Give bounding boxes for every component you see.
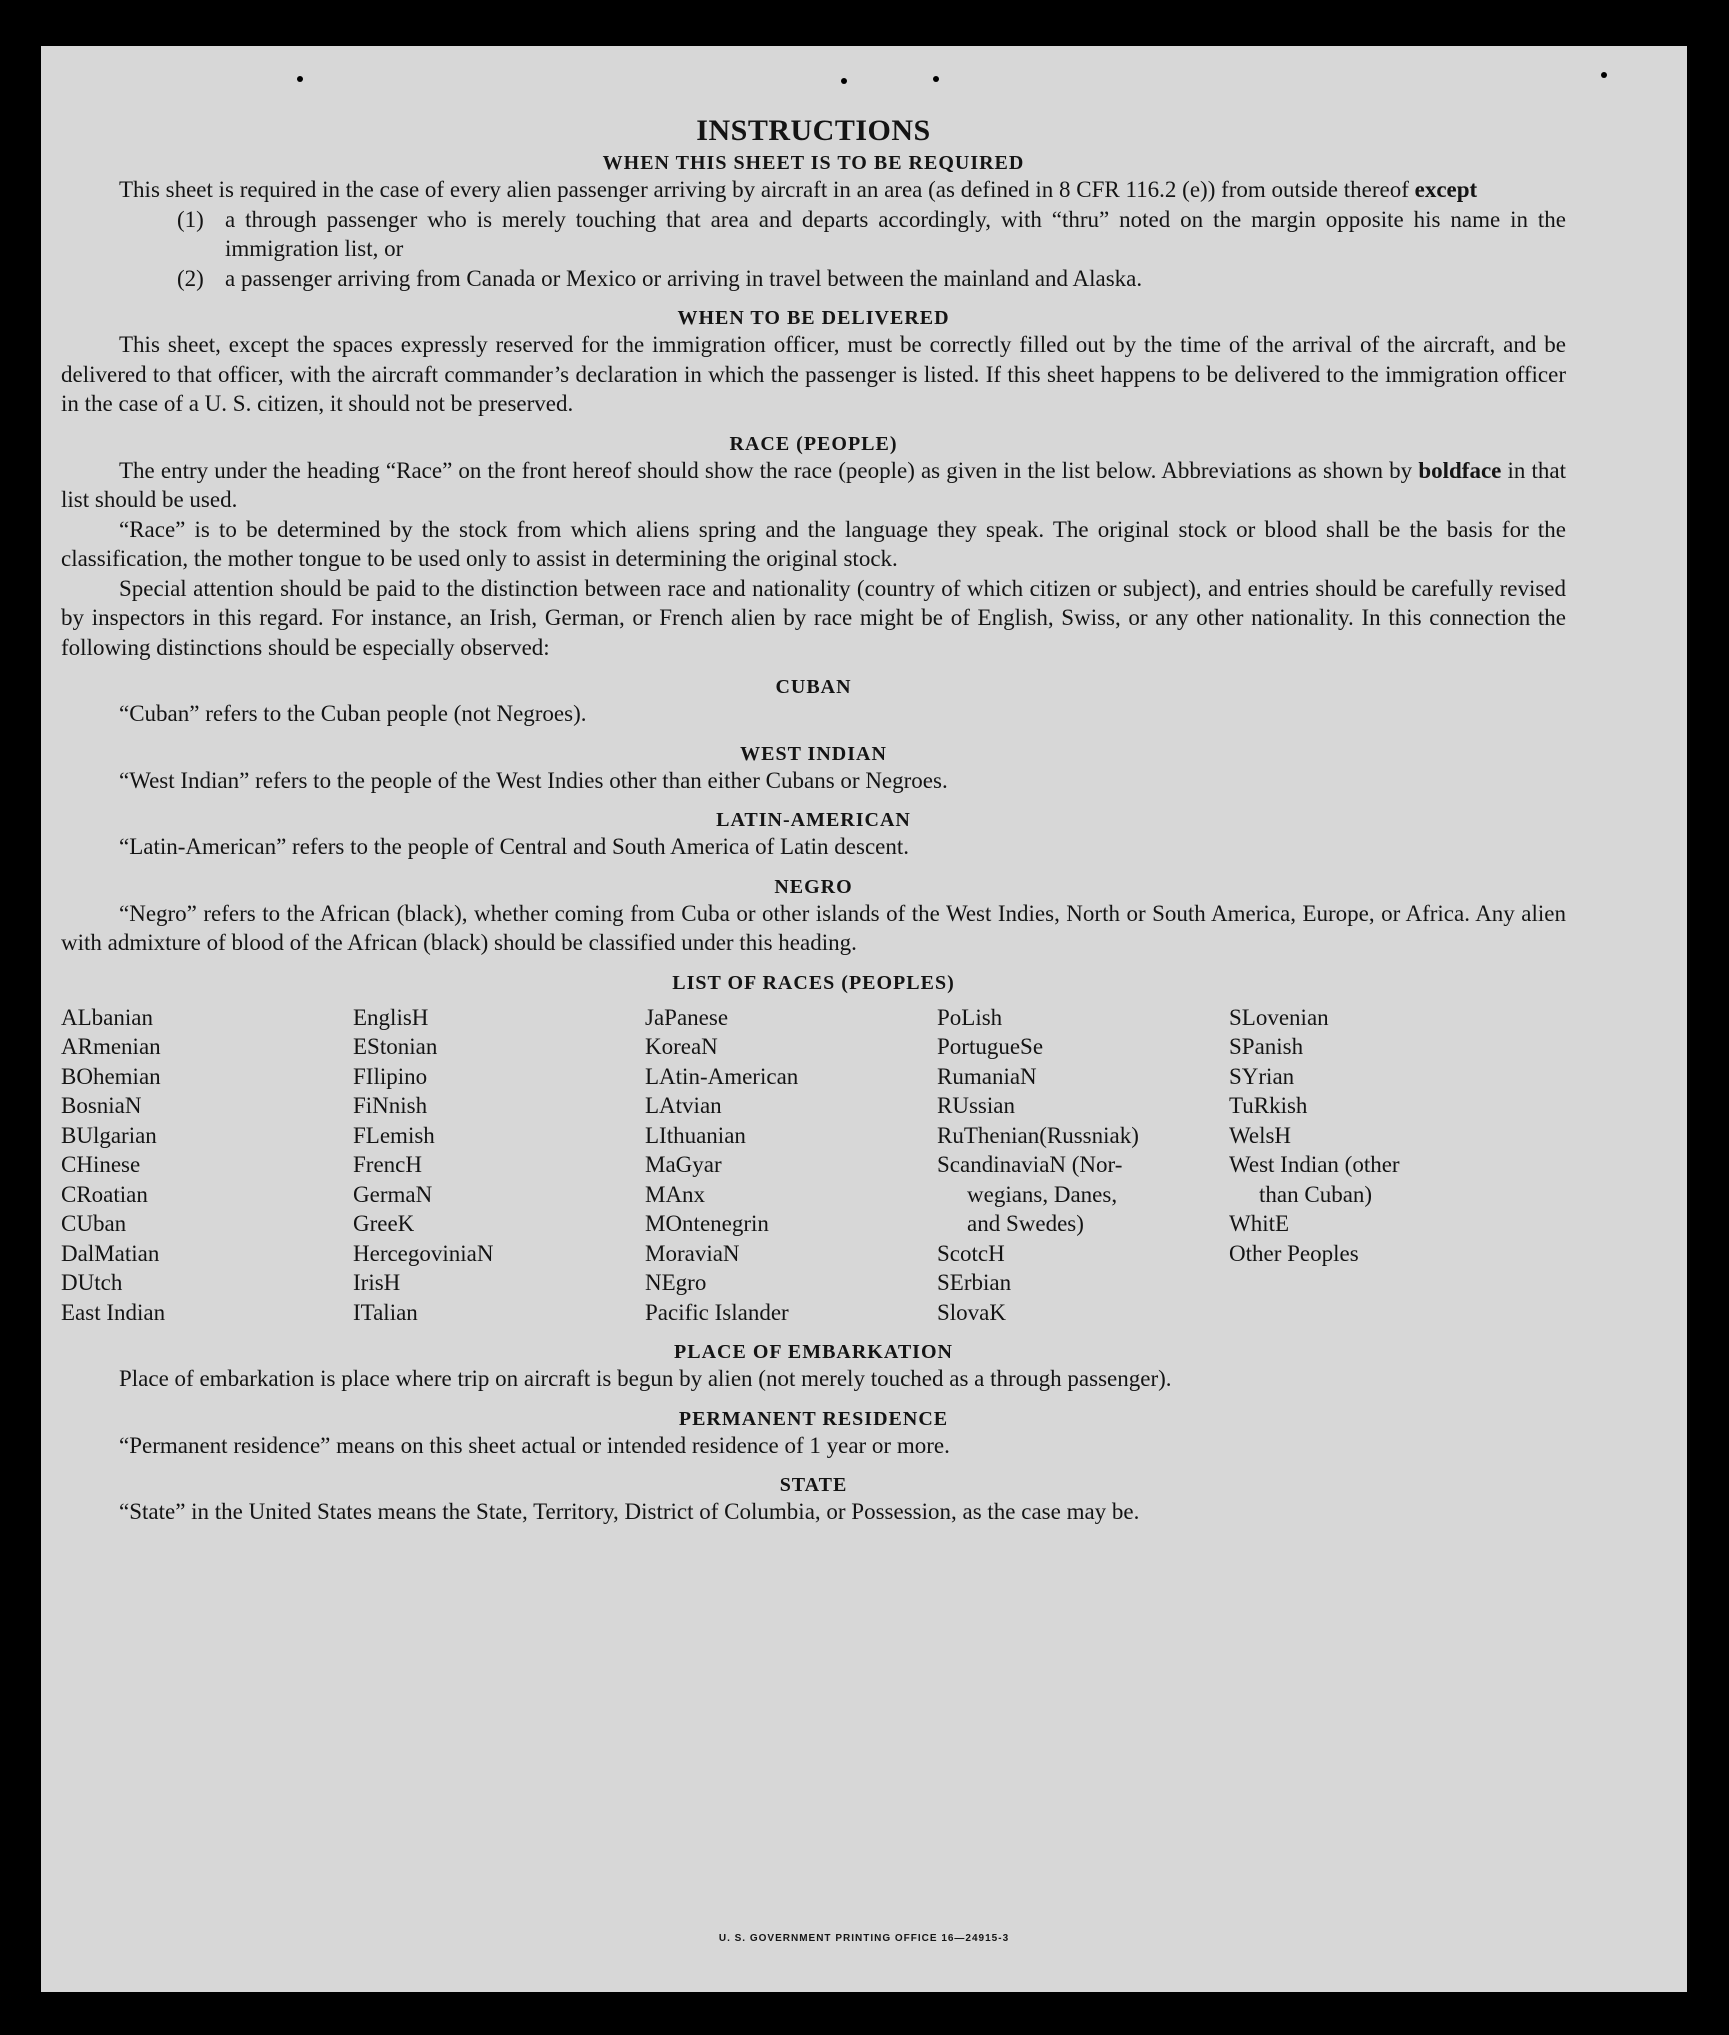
races-column-5 xyxy=(1229,1003,1521,1328)
race-item: MoraviaN xyxy=(645,1240,740,1266)
race-item: SLovenian xyxy=(1229,1004,1329,1030)
race-item: Other Peoples xyxy=(1229,1240,1359,1266)
race-item: NEgro xyxy=(645,1270,707,1295)
race-item: ScotcH xyxy=(937,1240,1005,1266)
race-paragraph-2: “Race” is to be determined by the stock from which aliens spring and the language they speak. The original stock or blood shall be the basis for the classification, the mother tongue to be used only to assist in determining the original stock. xyxy=(61,516,1566,571)
race-paragraph-3: Special attention should be paid to the distinction between race and nationality (country of which citizen or subject), and entries should be carefully revised by inspectors in this regard. For instance, an Irish, German, or French alien by race might be of English, Swiss, or any other nationality. In this connection the following distinctions should be especially observed: xyxy=(61,575,1566,660)
race-item: BosniaN xyxy=(61,1093,142,1118)
exception-item: (1) a through passenger who is merely touching that area and departs accordingly, with “thru” noted on the margin opposite his name in the immigration list, or xyxy=(177,206,1566,261)
heading-latin-american: LATIN-AMERICAN xyxy=(716,809,911,831)
race-item: FrencH xyxy=(353,1152,422,1177)
when-delivered-text: This sheet, except the spaces expressly reserved for the immigration officer, must be correctly filled out by the time of the arrival of the aircraft, and be delivered to that officer, with the aircraft commander’s declaration in which the passenger is listed. If this sheet happens to be delivered to the immigration officer in the case of a U. S. citizen, it should not be preserved. xyxy=(61,332,1566,416)
state-text: “State” in the United States means the State, Territory, District of Columbia, or Possession, as the case may be. xyxy=(119,1499,1140,1524)
races-list xyxy=(61,1003,1566,1328)
race-item: MAnx xyxy=(645,1181,706,1207)
race-item: DUtch xyxy=(61,1270,123,1295)
race-item: ALbanian xyxy=(61,1004,153,1030)
race-item: PoLish xyxy=(937,1004,1003,1030)
exception-item: (2) a passenger arriving from Canada or Mexico or arriving in travel between the mainland and Alaska. xyxy=(177,265,1143,291)
heading-race: RACE (PEOPLE) xyxy=(729,432,898,455)
document-sheet xyxy=(41,46,1687,1992)
negro-text: “Negro” refers to the African (black), whether coming from Cuba or other islands of the West Indies, North or South America, Europe, or Africa. Any alien with admixture of blood of the African (black) should be classified under this heading. xyxy=(61,900,1566,955)
heading-list-of-races: LIST OF RACES (PEOPLES) xyxy=(672,971,955,994)
race-item: MaGyar xyxy=(645,1152,722,1177)
heading-when-required: WHEN THIS SHEET IS TO BE REQUIRED xyxy=(602,152,1025,174)
race-item: WhitE xyxy=(1229,1211,1290,1236)
races-column-1 xyxy=(61,1003,353,1328)
speck xyxy=(841,78,847,84)
race-item: RUssian xyxy=(937,1093,1015,1118)
race-item: EnglisH xyxy=(353,1004,429,1030)
race-item-scandinavian: ScandinaviaN (Nor- wegians, Danes, and Swedes) xyxy=(937,1152,1123,1236)
residence-text: “Permanent residence” means on this sheet actual or intended residence of 1 year or more. xyxy=(119,1432,950,1458)
race-item: KoreaN xyxy=(645,1034,718,1059)
race-paragraph-1: The entry under the heading “Race” on the front hereof should show the race (people) as given in the list below. Abbreviations as shown by boldface in that list should be used. xyxy=(61,457,1567,512)
latin-american-text: “Latin-American” refers to the people of Central and South America of Latin descent. xyxy=(119,834,909,859)
speck xyxy=(297,76,303,82)
race-item: LAtin-American xyxy=(645,1063,799,1089)
race-item: ITalian xyxy=(353,1299,418,1325)
printing-office-footer: U. S. GOVERNMENT PRINTING OFFICE 16—24915-3 xyxy=(718,1933,1010,1944)
race-item: WelsH xyxy=(1229,1122,1292,1148)
west-indian-text: “West Indian” refers to the people of the West Indies other than either Cubans or Negroes. xyxy=(119,767,948,793)
embarkation-text: Place of embarkation is place where trip on aircraft is begun by alien (not merely touched as a through passenger). xyxy=(119,1366,1172,1391)
race-item: BOhemian xyxy=(61,1063,161,1089)
race-item: GreeK xyxy=(353,1211,415,1236)
cuban-text: “Cuban” refers to the Cuban people (not Negroes). xyxy=(119,701,587,726)
instructions-content xyxy=(61,114,1566,1527)
race-item: IrisH xyxy=(353,1270,401,1295)
heading-cuban: CUBAN xyxy=(775,676,852,698)
heading-state: STATE xyxy=(779,1474,848,1496)
race-item: RuThenian(Russniak) xyxy=(937,1122,1139,1148)
races-column-2 xyxy=(353,1003,645,1328)
race-item: ARmenian xyxy=(61,1034,161,1059)
race-item: DalMatian xyxy=(61,1240,160,1266)
race-item-west-indian: West Indian (other than Cuban) xyxy=(1229,1152,1400,1207)
race-item: RumaniaN xyxy=(937,1063,1037,1089)
race-item: FIlipino xyxy=(353,1063,428,1089)
heading-embarkation: PLACE OF EMBARKATION xyxy=(674,1341,953,1363)
page-title: INSTRUCTIONS xyxy=(696,114,931,147)
speck xyxy=(1601,72,1607,78)
race-item: Pacific Islander xyxy=(645,1299,789,1325)
race-item: East Indian xyxy=(61,1299,166,1325)
heading-when-delivered: WHEN TO BE DELIVERED xyxy=(677,307,950,329)
race-item: SErbian xyxy=(937,1270,1012,1295)
speck xyxy=(933,76,939,82)
races-column-3 xyxy=(645,1003,937,1328)
race-item: EStonian xyxy=(353,1034,438,1059)
race-item: LIthuanian xyxy=(645,1122,746,1148)
when-required-intro: This sheet is required in the case of every alien passenger arriving by aircraft in an area (as defined in 8 CFR 116.2 (e)) from outside thereof except xyxy=(119,177,1478,202)
race-item: PortugueSe xyxy=(937,1034,1044,1059)
race-item: FLemish xyxy=(353,1122,435,1148)
heading-permanent-residence: PERMANENT RESIDENCE xyxy=(678,1407,949,1430)
race-item: FiNnish xyxy=(353,1093,428,1118)
races-column-4 xyxy=(937,1003,1229,1328)
race-item: GermaN xyxy=(353,1181,433,1207)
race-item: CUban xyxy=(61,1211,127,1236)
heading-west-indian: WEST INDIAN xyxy=(740,742,887,765)
race-item: SYrian xyxy=(1229,1063,1295,1089)
race-item: SlovaK xyxy=(937,1299,1006,1325)
race-item: HercegoviniaN xyxy=(353,1240,494,1266)
race-item: CRoatian xyxy=(61,1181,148,1207)
race-item: JaPanese xyxy=(645,1004,729,1030)
heading-negro: NEGRO xyxy=(774,875,853,898)
race-item: CHinese xyxy=(61,1152,141,1177)
race-item: MOntenegrin xyxy=(645,1211,769,1236)
race-item: SPanish xyxy=(1229,1034,1304,1059)
race-item: BUlgarian xyxy=(61,1122,157,1148)
race-item: TuRkish xyxy=(1229,1093,1308,1118)
race-item: LAtvian xyxy=(645,1093,722,1118)
